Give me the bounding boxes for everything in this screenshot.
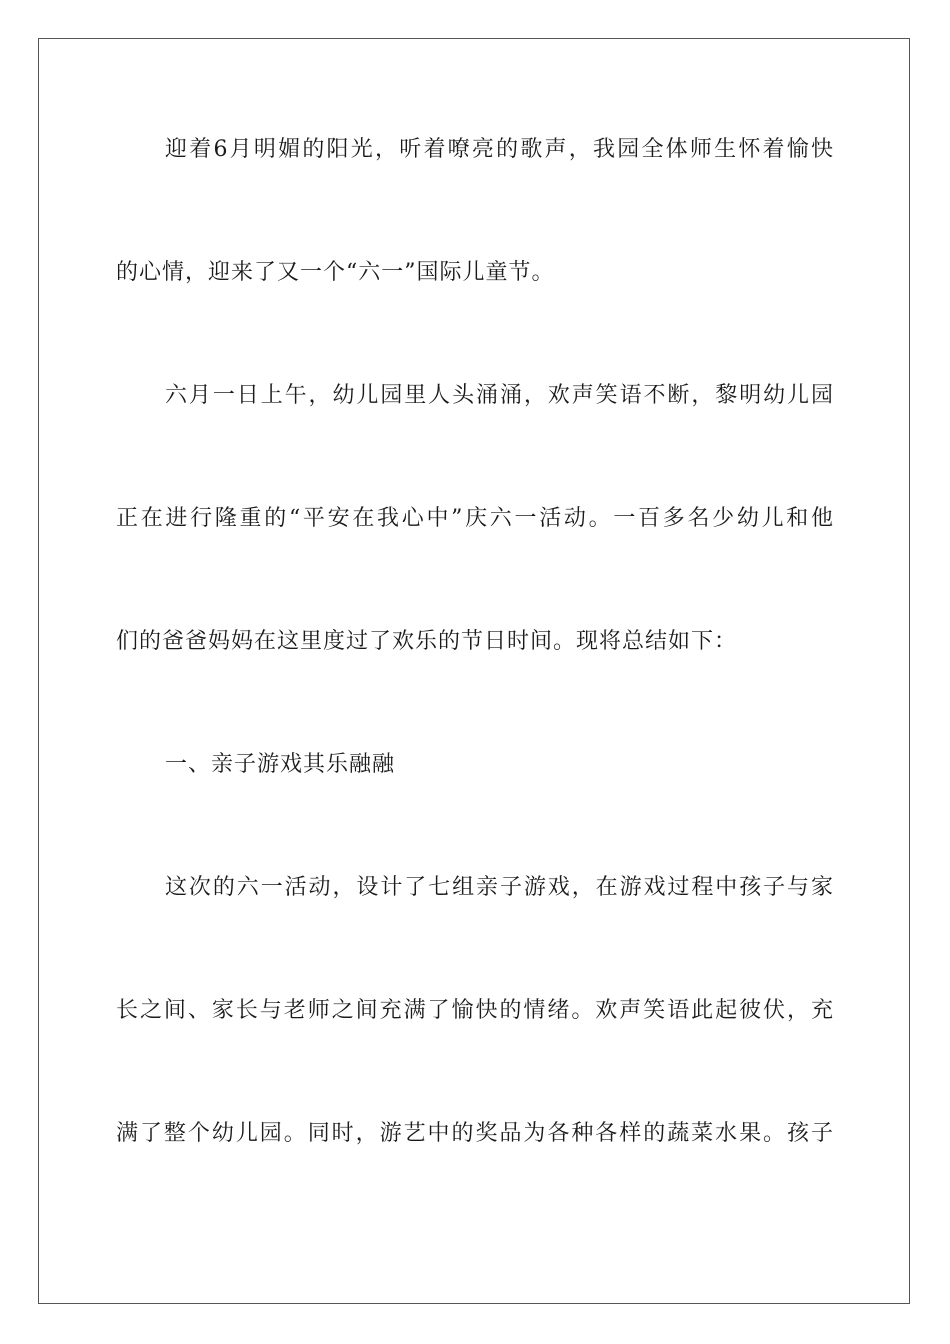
paragraph-3-line-1: 这次的六一活动，设计了七组亲子游戏，在游戏过程中孩子与家 [165, 875, 834, 900]
paragraph-2-line-3: 们的爸爸妈妈在这里度过了欢乐的节日时间。现将总结如下： [116, 629, 738, 654]
section-heading: 一、亲子游戏其乐融融 [165, 752, 396, 777]
paragraph-3-line-2: 长之间、家长与老师之间充满了愉快的情绪。欢声笑语此起彼伏，充 [116, 998, 834, 1023]
paragraph-2-line-1: 六月一日上午，幼儿园里人头涌涌，欢声笑语不断，黎明幼儿园 [165, 383, 834, 408]
paragraph-3-line-3: 满了整个幼儿园。同时，游艺中的奖品为各种各样的蔬菜水果。孩子 [116, 1121, 834, 1146]
paragraph-2-line-2: 正在进行隆重的“平安在我心中”庆六一活动。一百多名少幼儿和他 [116, 506, 834, 531]
paragraph-1-line-2: 的心情，迎来了又一个“六一”国际儿童节。 [116, 260, 555, 285]
paragraph-1-line-1: 迎着6月明媚的阳光，听着嘹亮的歌声，我园全体师生怀着愉快 [165, 137, 834, 162]
